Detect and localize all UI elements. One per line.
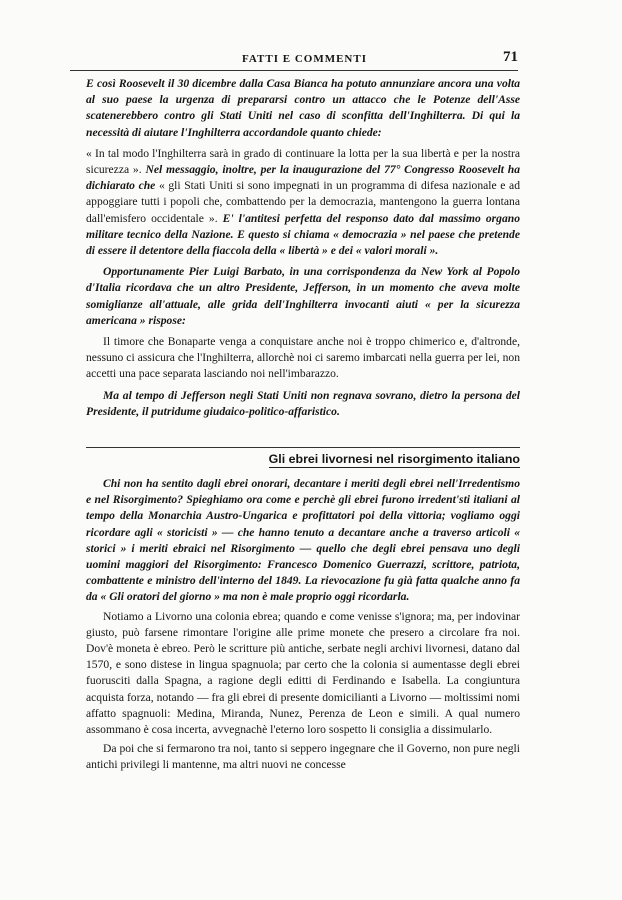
paragraph-jefferson-quote: Il timore che Bonaparte venga a conquistare anche noi è troppo chimerico e, d'altronde, nessuno ci assicura che l'Inghilterra, allorchè noi ci saremo imbarcati nella guerra per lei, non accetti una pace separata lasciando noi nell'imbarazzo. bbox=[86, 335, 520, 381]
paragraph-governo: Da poi che si fermarono tra noi, tanto si seppero ingegnare che il Governo, non pure negli antichi privilegi li mantenne, ma altri nuovi ne concesse bbox=[86, 742, 520, 772]
header-title: FATTI E COMMENTI bbox=[242, 53, 367, 65]
header-rule bbox=[70, 70, 518, 71]
page-number: 71 bbox=[503, 49, 518, 65]
paragraph-intro: Chi non ha sentito dagli ebrei onorari, decantare i meriti degli ebrei nell'Irredentismo e nel Risorgimento? Spieghiamo ora come e perchè gli ebrei furono irredent'sti italiani al tempo della Monarchia Austro-Ungarica e profittatori poi della vittoria; vogliamo oggi ricordare agli « storicisti » — che hanno tenuto a decantare anche a traverso articoli « storici » i meriti ebraici nel Risorgimento — quello che degli ebrei pensava uno degli uomini maggiori del Risorgimento: Francesco Domenico Guerrazzi, scrittore, patriota, combattente e ministro dell'interno del 1849. La rievocazione fu già fatta qualche anno fa da « Gli oratori del giorno » ma non è male proprio oggi ricordarla. bbox=[86, 477, 520, 604]
quote-england: « In tal modo l'Inghilterra sarà in grado di continuare la lotta per la sua libertà e per la nostra sicurezza ». bbox=[86, 146, 520, 177]
paragraph-quotes bbox=[86, 146, 520, 259]
paragraph-barbato: Opportunamente Pier Luigi Barbato, in una corrispondenza da New York al Popolo d'Italia ricordava che un altro Presidente, Jefferson, in un momento che aveva molte somiglianze all'attuale, alle grida dell'Inghilterra invocanti aiuti « per la sicurezza americana » rispose: bbox=[86, 265, 520, 327]
section-text bbox=[86, 476, 520, 777]
text-antithesis: E' l'antitesi perfetta del responso dato dal massimo organo militare tecnico della Nazione. E questo si chiama « democrazia » nel paese che pretende di essere il detentore della fiaccola della « libertà » e dei « valori morali ». bbox=[86, 211, 521, 258]
commentary-text bbox=[86, 76, 520, 424]
paragraph-roosevelt: E così Roosevelt il 30 dicembre dalla Casa Bianca ha potuto annunziare ancora una volta al suo paese la urgenza di prepararsi contro un attacco che le Potenze dell'Asse scatenerebbero contro gli Stati Uniti nel caso di sconfitta dell'Inghilterra. Di qui la necessità di aiutare l'Inghilterra accordandole quanto chiede: bbox=[86, 77, 520, 139]
text-congress: Nel messaggio, inoltre, per la inaugurazione del 77° Congresso Roosevelt ha dichiarato che bbox=[86, 163, 520, 193]
section-heading bbox=[86, 452, 520, 472]
paragraph-conclusion: Ma al tempo di Jefferson negli Stati Uniti non regnava sovrano, dietro la persona del Presidente, il putridume giudaico-politico-affaristico. bbox=[86, 388, 520, 418]
section-title: Gli ebrei livornesi nel risorgimento italiano bbox=[268, 452, 520, 466]
quote-congress: « gli Stati Uniti si sono impegnati in un programma di difesa nazionale e ad appoggiare tutti i popoli che, combattendo per la democrazia, mantengono la guerra lontana dall'emisfero occidentale ». bbox=[86, 179, 520, 225]
paragraph-colonia: Notiamo a Livorno una colonia ebrea; quando e come venisse s'ignora; ma, per indovinar giusto, può farsene rimontare l'origine alle prime monete che presero a circolare fra noi. Dov'è moneta è ebreo. Però le scritture più antiche, serbate negli archivi livornesi, datano dal 1570, e sono distese in lingua spagnuola; par certo che la colonia si aumentasse degli ebrei fuorusciti dalla Spagna, a ragione degli editti di Ferdinando e Isabella. La congiuntura acquista forza, notando — fra gli ebrei di presente domicilianti a Livorno — moltissimi nomi affatto spagnuoli: Medina, Miranda, Nunez, Perenza de Leon e simili. A qual numero assommano è cosa incerta, avvegnachè l'eterno loro sospetto li consiglia a dissimularlo. bbox=[86, 609, 520, 737]
section-divider bbox=[86, 447, 520, 448]
running-header bbox=[86, 51, 518, 69]
